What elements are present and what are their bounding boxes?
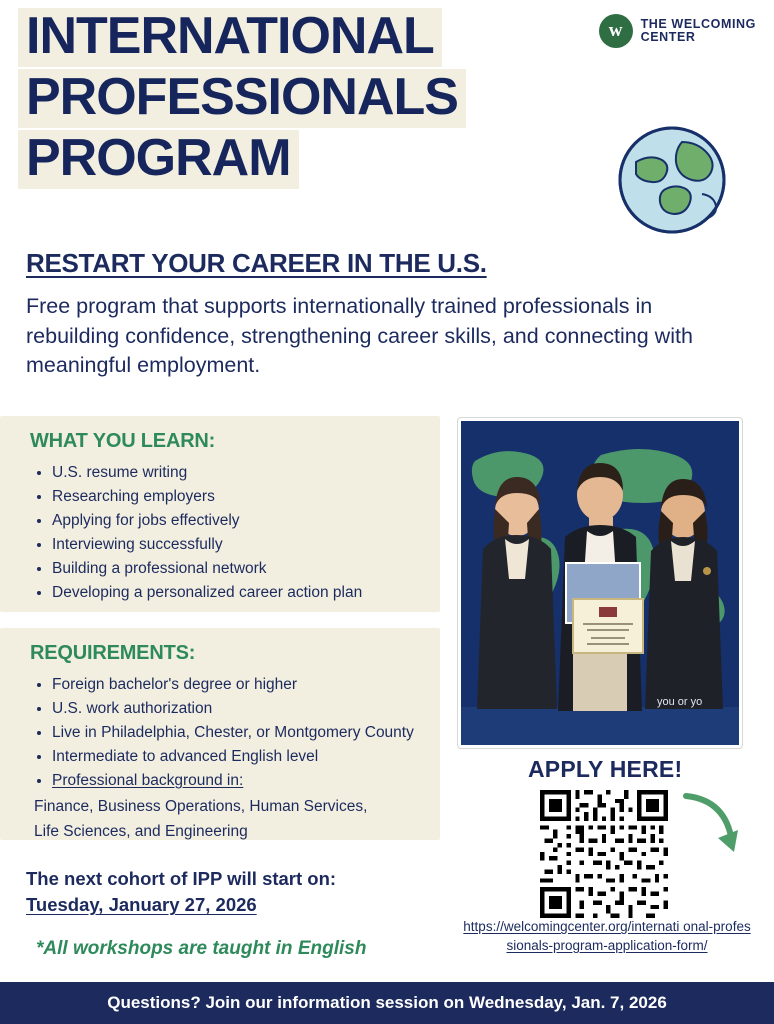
cohort-lead-text: The next cohort of IPP will start on: bbox=[26, 868, 337, 889]
language-note: *All workshops are taught in English bbox=[36, 938, 367, 959]
logo-line-1: THE WELCOMING bbox=[640, 16, 756, 31]
list-item-professional-background: • Professional background in: bbox=[52, 769, 422, 793]
logo-wordmark bbox=[641, 18, 756, 44]
svg-text:you or yo: you or yo bbox=[657, 696, 703, 708]
list-item: • U.S. work authorization bbox=[52, 697, 422, 721]
title-line-1: INTERNATIONAL bbox=[18, 8, 442, 67]
title-line-3: PROGRAM bbox=[18, 130, 299, 189]
list-item: • Live in Philadelphia, Chester, or Montgomery County bbox=[52, 721, 422, 745]
curved-arrow-icon bbox=[678, 790, 748, 870]
subheadline: RESTART YOUR CAREER IN THE U.S. bbox=[26, 248, 487, 278]
background-fields-line-1: Finance, Business Operations, Human Services, bbox=[34, 798, 368, 816]
footer-bar bbox=[0, 982, 774, 1024]
list-item: • Foreign bachelor's degree or higher bbox=[52, 673, 422, 697]
background-fields-line-2: Life Sciences, and Engineering bbox=[34, 823, 248, 841]
list-item: • U.S. resume writing bbox=[52, 461, 422, 485]
logo-line-2: CENTER bbox=[640, 30, 696, 44]
program-photo bbox=[458, 418, 742, 748]
qr-code[interactable] bbox=[540, 790, 668, 918]
apply-here-heading: APPLY HERE! bbox=[528, 756, 683, 782]
list-item: • Developing a personalized career action plan bbox=[52, 581, 422, 605]
organization-logo bbox=[599, 14, 756, 48]
title-line-2: PROFESSIONALS bbox=[18, 69, 466, 128]
welcoming-center-mark-icon: w bbox=[599, 14, 633, 48]
requirements-panel bbox=[0, 628, 440, 840]
footer-text: Questions? Join our information session on Wednesday, Jan. 7, 2026 bbox=[107, 993, 667, 1012]
what-you-learn-list bbox=[30, 461, 422, 605]
list-item: • Intermediate to advanced English level bbox=[52, 745, 422, 769]
requirements-list bbox=[30, 673, 422, 793]
what-you-learn-heading: WHAT YOU LEARN: bbox=[30, 430, 216, 452]
list-item: • Researching employers bbox=[52, 485, 422, 509]
application-link[interactable]: https://welcomingcenter.org/internati onal-professionals-program-application-form/ bbox=[463, 919, 751, 953]
list-item: • Building a professional network bbox=[52, 557, 422, 581]
globe-icon bbox=[616, 124, 728, 236]
cohort-start-date: Tuesday, January 27, 2026 bbox=[26, 894, 257, 915]
list-item: • Applying for jobs effectively bbox=[52, 509, 422, 533]
requirements-heading: REQUIREMENTS: bbox=[30, 642, 196, 664]
poster-title bbox=[18, 8, 598, 191]
list-item: • Interviewing successfully bbox=[52, 533, 422, 557]
what-you-learn-panel bbox=[0, 416, 440, 612]
intro-paragraph: Free program that supports internationally trained professionals in rebuilding confidence, strengthening career skills, and connecting with meaningful employment. bbox=[26, 294, 693, 378]
